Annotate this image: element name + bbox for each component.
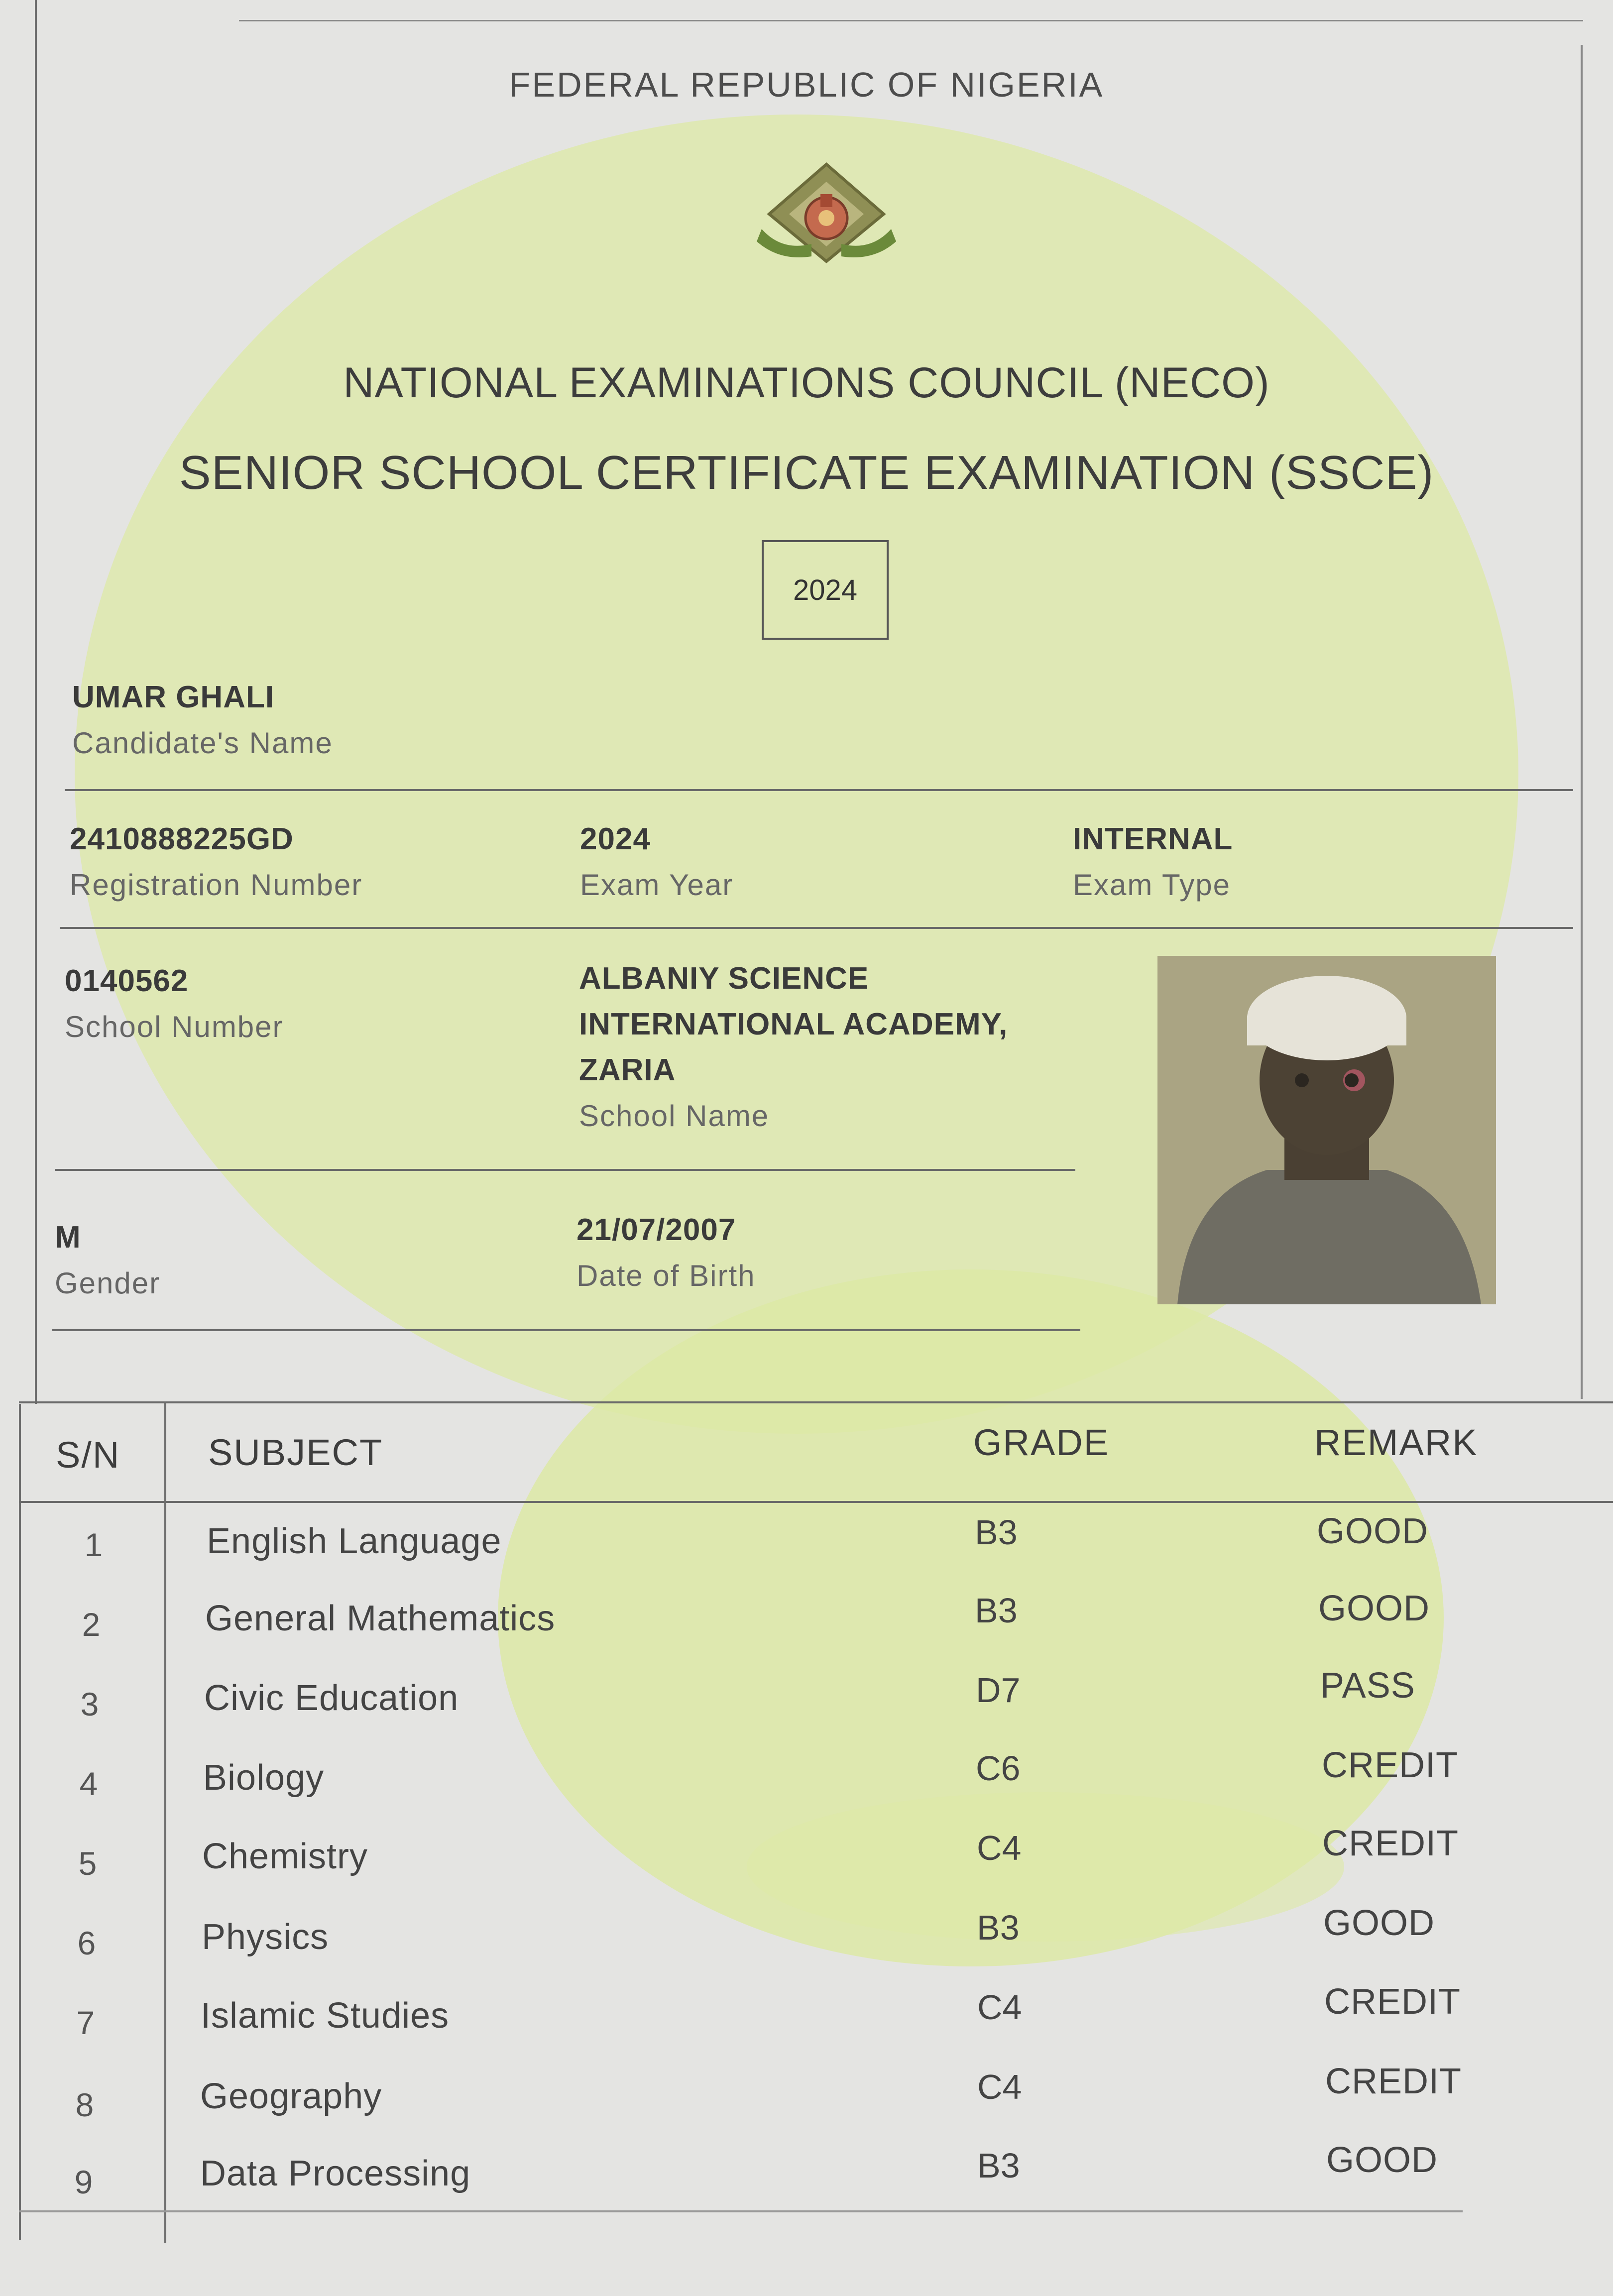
row-subject: English Language (207, 1521, 502, 1561)
registration-number-label: Registration Number (70, 868, 363, 902)
row-subject: Chemistry (202, 1837, 368, 1876)
table-header-grade: GRADE (973, 1422, 1110, 1463)
date-of-birth-value: 21/07/2007 (576, 1213, 736, 1247)
row-remark: GOOD (1318, 1589, 1430, 1628)
table-header-remark: REMARK (1314, 1422, 1478, 1463)
row-sn: 9 (74, 2164, 93, 2200)
row-sn: 2 (82, 1606, 101, 1643)
table-header-subject: SUBJECT (208, 1432, 383, 1473)
row-sn: 1 (84, 1526, 103, 1563)
exam-year-value: 2024 (580, 822, 651, 856)
row-grade: C4 (977, 2067, 1022, 2106)
row-sn: 5 (78, 1845, 97, 1882)
divider (65, 789, 1573, 791)
exam-year-label: Exam Year (580, 868, 734, 902)
school-name-label: School Name (579, 1099, 770, 1133)
candidate-name-label: Candidate's Name (72, 726, 333, 760)
table-column-divider (164, 1401, 166, 2243)
school-name-line: ALBANIY SCIENCE (579, 961, 869, 996)
table-header-border (19, 1501, 1613, 1503)
row-grade: B3 (975, 1591, 1018, 1630)
row-grade: B3 (977, 1908, 1020, 1947)
coat-of-arms-emblem (752, 159, 901, 289)
divider (52, 1329, 1080, 1331)
gender-value: M (55, 1220, 81, 1255)
date-of-birth-label: Date of Birth (576, 1259, 756, 1292)
country-heading: FEDERAL REPUBLIC OF NIGERIA (509, 65, 1104, 104)
candidate-name-field (72, 675, 333, 766)
row-remark: PASS (1320, 1666, 1415, 1706)
row-grade: D7 (976, 1671, 1021, 1710)
school-name-field (579, 956, 1008, 1139)
row-sn: 4 (79, 1765, 98, 1802)
row-sn: 6 (77, 1925, 96, 1961)
row-subject: Physics (202, 1917, 329, 1957)
exam-type-field (1073, 816, 1233, 908)
row-grade: C4 (977, 1829, 1022, 1867)
registration-number-field (70, 816, 362, 908)
page-border-top (239, 20, 1583, 21)
watermark-blotch (747, 1792, 1344, 1942)
row-remark: CREDIT (1324, 1982, 1461, 2022)
page-border-left (35, 0, 37, 1404)
candidate-photo (1157, 956, 1496, 1304)
school-number-value: 0140562 (65, 964, 189, 998)
row-remark: CREDIT (1322, 1824, 1459, 1863)
page-border-right (1581, 45, 1583, 1399)
page-border-left-lower (19, 1404, 21, 2240)
table-bottom-border (19, 2210, 1463, 2212)
row-remark: GOOD (1317, 1511, 1429, 1551)
row-subject: Civic Education (204, 1678, 459, 1718)
row-grade: C6 (976, 1749, 1021, 1788)
council-heading: NATIONAL EXAMINATIONS COUNCIL (NECO) (343, 359, 1270, 407)
exam-type-label: Exam Type (1073, 868, 1231, 902)
row-subject: Biology (203, 1758, 325, 1798)
exam-type-value: INTERNAL (1073, 822, 1233, 856)
school-name-line: ZARIA (579, 1053, 676, 1087)
school-name-line: INTERNATIONAL ACADEMY, (579, 1007, 1008, 1041)
registration-number-value: 2410888225GD (70, 822, 294, 856)
row-remark: GOOD (1326, 2140, 1438, 2180)
candidate-photo-image (1157, 956, 1496, 1304)
row-sn: 3 (80, 1686, 99, 1722)
row-subject: General Mathematics (205, 1599, 556, 1638)
exam-year-box: 2024 (762, 540, 889, 640)
row-grade: B3 (975, 1513, 1018, 1552)
gender-label: Gender (55, 1266, 161, 1300)
row-remark: GOOD (1323, 1903, 1435, 1943)
row-remark: CREDIT (1322, 1745, 1458, 1785)
table-header-sn: S/N (56, 1434, 120, 1476)
exam-title: SENIOR SCHOOL CERTIFICATE EXAMINATION (SSCE) (179, 446, 1434, 499)
school-number-field (65, 958, 284, 1050)
row-grade: C4 (977, 1988, 1022, 2027)
divider (55, 1169, 1075, 1171)
candidate-name-value: UMAR GHALI (72, 680, 275, 714)
exam-year-field (580, 816, 733, 908)
row-subject: Data Processing (200, 2154, 471, 2193)
row-grade: B3 (977, 2146, 1020, 2185)
divider (60, 927, 1573, 929)
gender-field (55, 1215, 160, 1306)
school-number-label: School Number (65, 1010, 284, 1043)
row-sn: 8 (75, 2086, 94, 2123)
row-subject: Islamic Studies (201, 1996, 450, 2036)
row-sn: 7 (76, 2004, 95, 2041)
table-top-border (19, 1401, 1613, 1403)
row-subject: Geography (200, 2076, 382, 2116)
date-of-birth-field (576, 1207, 756, 1299)
row-remark: CREDIT (1325, 2062, 1462, 2101)
